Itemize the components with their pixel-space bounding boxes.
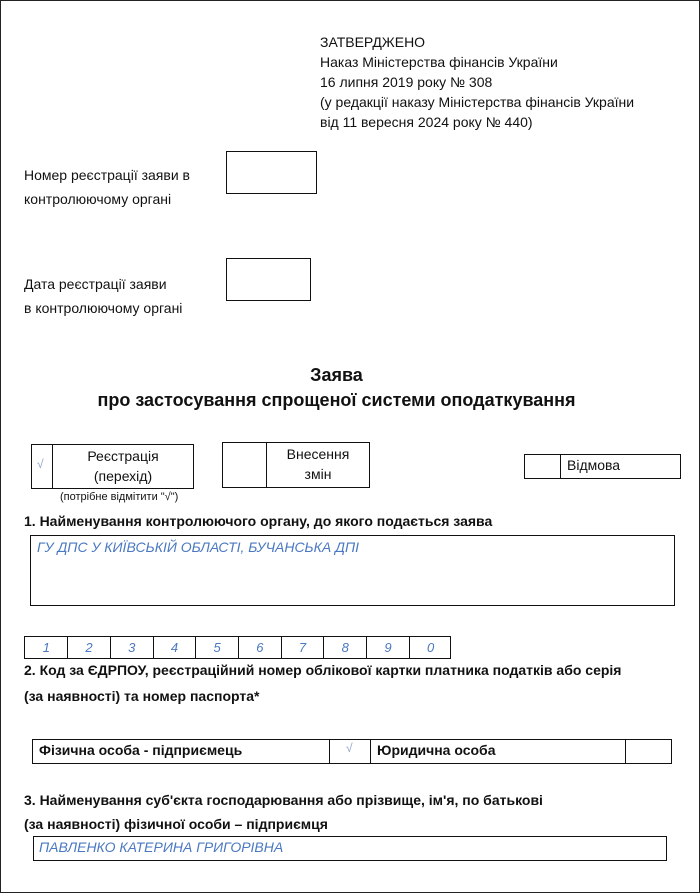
- entity-name-field[interactable]: [33, 836, 667, 861]
- option-refusal[interactable]: [524, 454, 681, 479]
- changes-label: [267, 443, 369, 487]
- label-line: (перехід): [93, 468, 153, 484]
- section3-title-line2: (за наявності) фізичної особи – підприємця: [24, 816, 328, 832]
- registration-number-label: [24, 165, 190, 209]
- label-line: змін: [304, 466, 332, 482]
- registration-date-field[interactable]: [226, 258, 311, 301]
- divider: [238, 637, 239, 658]
- option-changes[interactable]: [222, 442, 370, 488]
- divider: [67, 637, 68, 658]
- refusal-label: Відмова: [567, 457, 621, 473]
- section2-title: 2. Код за ЄДРПОУ, реєстраційний номер облікової картки платника податків або серія: [24, 662, 622, 678]
- option-registration[interactable]: [31, 444, 194, 489]
- section2-title-line2: (за наявності) та номер паспорта*: [24, 688, 260, 704]
- individual-entrepreneur-label: Фізична особа - підприємець: [39, 742, 243, 758]
- code-digit-cell[interactable]: 6: [256, 640, 264, 655]
- code-digit-cell[interactable]: 9: [384, 640, 392, 655]
- approval-line: Наказ Міністерства фінансів України: [320, 54, 558, 70]
- approval-line: від 11 вересня 2024 року № 440): [320, 114, 533, 130]
- form-title: Заява: [310, 365, 363, 385]
- divider: [370, 740, 371, 763]
- code-digit-cell[interactable]: 0: [427, 640, 435, 655]
- divider: [323, 637, 324, 658]
- code-digit-cell[interactable]: 3: [128, 640, 136, 655]
- code-digit-cell[interactable]: 7: [298, 640, 307, 655]
- registration-date-label: [24, 274, 182, 318]
- legal-entity-label: Юридична особа: [377, 742, 496, 758]
- check-note: (потрібне відмітити "√"): [60, 491, 179, 503]
- approval-title: ЗАТВЕРДЖЕНО: [320, 34, 426, 50]
- divider: [110, 637, 111, 658]
- code-digit-cells[interactable]: [24, 636, 451, 659]
- divider: [366, 637, 367, 658]
- label-line: Внесення: [286, 446, 350, 462]
- code-digit-cell[interactable]: 8: [341, 640, 349, 655]
- label-line: в контролюючому органі: [24, 300, 183, 316]
- label-line: Номер реєстрації заяви в: [24, 167, 190, 183]
- individual-entrepreneur-checkbox[interactable]: [330, 740, 370, 763]
- check-mark: √: [346, 741, 353, 755]
- code-digit-cell[interactable]: 2: [85, 640, 93, 655]
- approval-line: (у редакції наказу Міністерства фінансів України: [320, 94, 635, 110]
- section1-title: 1. Найменування контролюючого органу, до якого подається заява: [24, 513, 493, 529]
- code-digit-cell[interactable]: 5: [213, 640, 221, 655]
- changes-checkbox[interactable]: [223, 443, 266, 487]
- registration-checkbox[interactable]: [32, 445, 52, 488]
- label-line: Дата реєстрації заяви: [24, 276, 167, 292]
- label-line: Реєстрація: [87, 448, 159, 464]
- divider: [153, 637, 154, 658]
- divider: [560, 455, 561, 478]
- code-digit-cell[interactable]: 4: [170, 640, 179, 655]
- control-authority-value: ГУ ДПС У КИЇВСЬКІЙ ОБЛАСТІ, БУЧАНСЬКА ДПІ: [37, 539, 360, 555]
- legal-entity-checkbox[interactable]: [626, 740, 671, 763]
- approval-line: 16 липня 2019 року № 308: [320, 74, 493, 90]
- control-authority-field[interactable]: [30, 535, 675, 606]
- divider: [281, 637, 282, 658]
- section3-title: 3. Найменування суб'єкта господарювання або прізвище, ім'я, по батькові: [24, 792, 543, 808]
- refusal-checkbox[interactable]: [525, 455, 560, 478]
- check-mark: √: [37, 457, 44, 471]
- code-digit-cell[interactable]: 1: [42, 640, 50, 655]
- entity-name-value: ПАВЛЕНКО КАТЕРИНА ГРИГОРІВНА: [39, 839, 284, 855]
- registration-number-field[interactable]: [226, 151, 317, 194]
- label-line: контролюючому органі: [24, 191, 172, 207]
- approval-block: [320, 32, 690, 132]
- entity-type-row: [32, 739, 672, 764]
- divider: [409, 637, 410, 658]
- registration-label: [53, 445, 193, 488]
- divider: [195, 637, 196, 658]
- form-subtitle: про застосування спрощеної системи оподаткування: [97, 390, 576, 410]
